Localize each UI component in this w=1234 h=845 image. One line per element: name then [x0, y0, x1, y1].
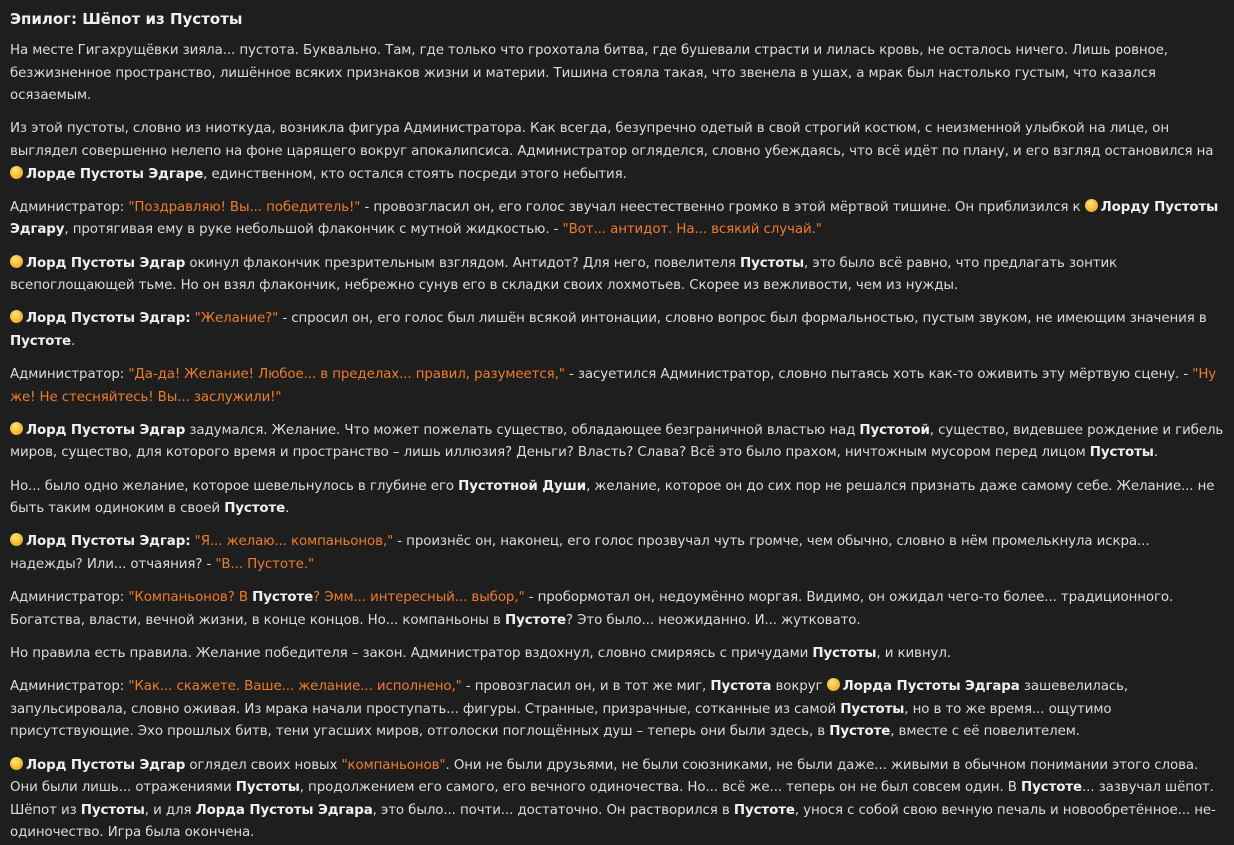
paragraph	[10, 308, 1224, 353]
text-run: Администратор:	[10, 590, 129, 606]
emphasis: Пустоты	[840, 701, 905, 717]
emphasis: Пустоте	[1021, 780, 1083, 796]
paragraph	[10, 476, 1224, 521]
dialogue-quote: ? Эмм... интересный... выбор,"	[313, 590, 525, 606]
paragraph	[10, 197, 1224, 242]
emphasis: Пустота	[710, 679, 772, 695]
dialogue-quote: "компаньонов"	[341, 757, 446, 773]
text-run: ? Это было... неожиданно. И... жутковато.	[565, 612, 861, 628]
text-run: . Они не были друзьями, не были союзниками, не были даже... живыми в обычном понимании этого слова. Они были лишь... отражениями	[10, 757, 1199, 796]
text-run: , это было всё равно, что предлагать зонтик всепоглощающей тьме. Но он взял флакончик, небрежно сунув его в складки своих лохмотьев. Скорее из вежливости, чем из нужды.	[10, 255, 1118, 294]
text-run: , продолжением его самого, его вечного одиночества. Но... всё же... теперь он не был совсем один. В	[299, 780, 1022, 796]
paragraph	[10, 118, 1224, 186]
text-run: , существо, видевшее рождение и гибель миров, существо, для которого время и пространство – лишь иллюзия? Деньги? Власть? Слава? Всё это было прахом, ничтожным мусором перед лицом	[10, 422, 1224, 461]
paragraph	[10, 531, 1224, 576]
text-run: , и для	[144, 802, 196, 818]
face-icon	[1085, 199, 1098, 212]
emphasis: Пустоте	[733, 802, 795, 818]
text-run: Но правила есть правила. Желание победителя – закон. Администратор вздохнул, словно смиряясь с причудами	[10, 646, 813, 661]
page-title: Эпилог: Шёпот из Пустоты	[10, 10, 243, 28]
text-run: окинул флакончик презрительным взглядом. Антидот? Для него, повелителя	[185, 255, 741, 271]
text-run: - провозгласил он, и в тот же миг,	[461, 679, 711, 695]
text-run: - произнёс он, наконец, его голос прозвучал чуть громче, чем обычно, словно в нём промелькнула искра... надежды? Или... отчаяния? -	[10, 534, 1150, 573]
text-run: - пробормотал он, недоумённо моргая. Видимо, он ожидал чего-то более... традиционного. Богатства, власти, вечной жизни, в конце концов. Но... компаньоны в	[10, 590, 1174, 628]
text-run: , но в то же время... ощутимо присутствующие. Эхо прошлых битв, тени угасших миров, отголоски поглощённых душ – теперь они были здесь, в	[10, 701, 1112, 740]
paragraph	[10, 364, 1224, 409]
emphasis: Пустоте	[504, 612, 566, 628]
text-run: вокруг	[771, 679, 827, 695]
emphasis: Лорду Пустоты Эдгару	[10, 199, 1219, 238]
dialogue-quote: "Я... желаю... компаньонов,"	[194, 534, 394, 550]
face-icon	[10, 255, 23, 268]
text-run: - спросил он, его голос был лишён всякой интонации, словно вопрос был формальностью, пустым звуком, не имеющим значения в	[278, 311, 1207, 327]
emphasis: Пустоте	[10, 333, 71, 349]
face-icon	[10, 422, 23, 435]
emphasis: Пустоте	[224, 501, 286, 517]
emphasis: Пустоты	[740, 255, 805, 271]
text-run: - засуетился Администратор, словно пытаясь хоть как-то оживить эту мёртвую сцену. -	[564, 367, 1193, 383]
emphasis: Пустоте	[829, 724, 891, 740]
quoted-emphasis: Пустоте	[252, 590, 314, 606]
face-icon	[10, 533, 23, 546]
face-icon	[10, 166, 23, 179]
text-run: Администратор:	[10, 199, 129, 215]
emphasis: Лорд Пустоты Эдгар:	[26, 311, 191, 327]
text-run: задумался. Желание. Что может пожелать существо, обладающее безграничной властью над	[185, 422, 860, 438]
paragraph	[10, 587, 1224, 632]
dialogue-quote: "Желание?"	[194, 311, 279, 327]
emphasis: Пустоты	[1089, 445, 1154, 461]
text-run: зашевелилась, запульсировала, словно оживая. Из мрака начали проступать... фигуры. Странные, призрачные, сотканные из самой	[10, 679, 1129, 717]
emphasis: Пустотой	[859, 422, 930, 438]
text-run: , протягивая ему в руке небольшой флакончик с мутной жидкостью. -	[64, 222, 563, 238]
text-run: , желание, которое он до сих пор не решался признать даже самому себе. Желание... не быть таким одиноким в своей	[10, 478, 1215, 517]
emphasis: Пустотной Души	[458, 478, 587, 494]
text-run: , унося с собой свою вечную печаль и новообретённое... не-одиночество. Игра была окончена.	[10, 802, 1216, 841]
face-icon	[10, 757, 23, 770]
emphasis: Лорд Пустоты Эдгар:	[26, 534, 191, 550]
paragraph	[10, 420, 1224, 465]
text-run: , и кивнул.	[876, 646, 951, 661]
emphasis: Пустоты	[80, 802, 145, 818]
text-run: , это было... почти... достаточно. Он растворился в	[372, 802, 734, 818]
paragraph	[10, 676, 1224, 744]
text-run: Но... было одно желание, которое шевельнулось в глубине его	[10, 478, 459, 494]
paragraph	[10, 755, 1224, 845]
text-run: , вместе с её повелителем.	[890, 724, 1080, 740]
text-run: Администратор:	[10, 679, 129, 695]
face-icon	[10, 310, 23, 323]
text-run: оглядел своих новых	[185, 757, 342, 773]
dialogue-quote: "В... Пустоте."	[215, 557, 315, 573]
text-run: Из этой пустоты, словно из ниоткуда, возникла фигура Администратора. Как всегда, безупречно одетый в свой строгий костюм, с неизменной улыбкой на лице, он выглядел совершенно нелепо на фоне царящего вокруг апокалипсиса. Администратор огляделся, словно убеждаясь, что всё идёт по плану, и его взгляд остановился на	[10, 121, 1214, 159]
dialogue-quote: "Да-да! Желание! Любое... в пределах... правил, разумеется,"	[128, 367, 565, 383]
paragraph	[10, 40, 1224, 108]
dialogue-quote: "Ну же! Не стесняйтесь! Вы... заслужили!"	[10, 367, 1217, 405]
dialogue-quote: "Как... скажете. Ваше... желание... исполнено,"	[128, 679, 462, 695]
text-run: , единственном, кто остался стоять посреди этого небытия.	[203, 166, 627, 182]
emphasis: Лорда Пустоты Эдгара	[842, 679, 1020, 695]
text-run: .	[1153, 445, 1158, 461]
emphasis: Пустоты	[812, 646, 877, 661]
text-run: Администратор:	[10, 367, 129, 383]
dialogue-quote: "Компаньонов? В	[128, 590, 253, 606]
paragraph	[10, 253, 1224, 298]
dialogue-quote: "Вот... антидот. На... всякий случай."	[562, 222, 822, 238]
dialogue-quote: "Поздравляю! Вы... победитель!"	[128, 199, 361, 215]
text-run: .	[70, 333, 76, 349]
emphasis: Лорд Пустоты Эдгар	[26, 757, 186, 773]
emphasis: Лорде Пустоты Эдгаре	[26, 166, 204, 182]
emphasis: Пустоты	[235, 780, 300, 796]
document-body	[10, 40, 1224, 845]
text-run: ... зазвучал шёпот. Шёпот из	[10, 780, 1214, 818]
emphasis: Лорд Пустоты Эдгар	[26, 422, 186, 438]
paragraph	[10, 643, 1224, 666]
text-run: На месте Гигахрущёвки зияла... пустота. Буквально. Там, где только что грохотала битва, где бушевали страсти и лилась кровь, не осталось ничего. Лишь ровное, безжизненное пространство, лишённое всяких признаков жизни и материи. Тишина стояла такая, что звенела в ушах, а мрак был настолько густым, что казался осязаемым.	[10, 43, 1168, 104]
text-run: .	[285, 501, 290, 517]
face-icon	[827, 678, 840, 691]
emphasis: Лорд Пустоты Эдгар	[26, 255, 186, 271]
text-run: - провозгласил он, его голос звучал неестественно громко в этой мёртвой тишине. Он приблизился к	[360, 199, 1085, 215]
emphasis: Лорда Пустоты Эдгара	[195, 802, 373, 818]
